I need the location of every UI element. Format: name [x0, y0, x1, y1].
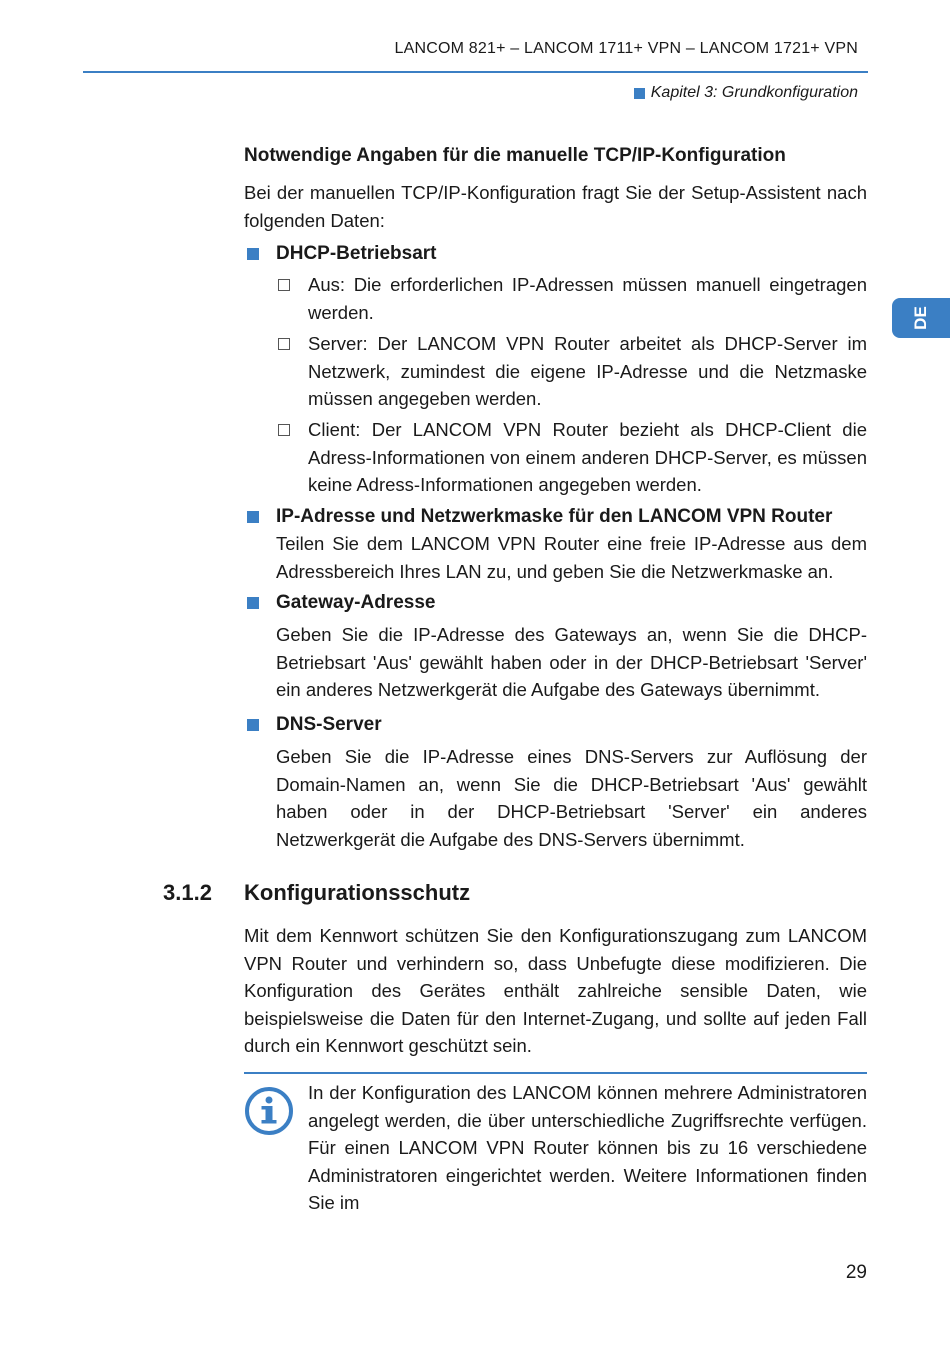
intro-text: Bei der manuellen TCP/IP-Konfiguration fragt Sie der Setup-Assistent nach folgenden Daten: [244, 182, 867, 231]
sub-list-item-text: Server: Der LANCOM VPN Router arbeitet als DHCP-Server im Netzwerk, zumindest die eigene IP-Adresse und die Netzmaske müssen angegeben werden. [308, 333, 867, 409]
list-item-title: DHCP-Betriebsart [276, 243, 437, 264]
note-text: In der Konfiguration des LANCOM können mehrere Administratoren angelegt werden, die über unterschiedliche Zugriffsrechte verfügen. Für einen LANCOM VPN Router können bis zu 16 verschiedene Administratoren eingerichtet werden. Weitere Informationen finden Sie im [308, 1082, 867, 1213]
hollow-square-bullet-icon [278, 279, 290, 291]
list-item-title: IP-Adresse und Netzwerkmaske für den LANCOM VPN Router [276, 506, 833, 527]
section-number: 3.1.2 [163, 880, 212, 905]
list-item-title: Gateway-Adresse [276, 592, 436, 613]
square-bullet-icon [634, 88, 645, 99]
note-body [308, 1079, 867, 1217]
intro-heading: Notwendige Angaben für die manuelle TCP/IP-Konfiguration [244, 145, 786, 166]
list-item [244, 240, 867, 267]
sub-list-item-text: Aus: Die erforderlichen IP-Adressen müssen manuell eingetragen werden. [308, 274, 867, 323]
info-icon [244, 1086, 294, 1136]
page-number: 29 [845, 1262, 867, 1283]
list-item-text: Teilen Sie dem LANCOM VPN Router eine freie IP-Adresse aus dem Adressbereich Ihres LAN zu, und geben Sie die Netzwerkmaske an. [276, 533, 867, 582]
hollow-square-bullet-icon [278, 424, 290, 436]
sub-list-item-text: Client: Der LANCOM VPN Router bezieht als DHCP-Client die Adress-Informationen von einem anderen DHCP-Server, es müssen keine Adress-Informationen angegeben werden. [308, 419, 867, 495]
language-tab [892, 298, 950, 338]
square-bullet-icon [247, 719, 259, 731]
section-body [244, 922, 867, 1060]
list-item-text: Geben Sie die IP-Adresse des Gateways an, wenn Sie die DHCP-Betriebsart 'Aus' gewählt haben oder in der DHCP-Betriebsart 'Server' ein anderes Netzwerkgerät die Aufgabe des Gateways übernimmt. [276, 624, 867, 700]
square-bullet-icon [247, 248, 259, 260]
hollow-square-bullet-icon [278, 338, 290, 350]
section-text: Mit dem Kennwort schützen Sie den Konfigurationszugang zum LANCOM VPN Router und verhindern so, dass Unbefugte diese modifizieren. Die Konfiguration des Gerätes enthält zahlreiche sensible Daten, wie beispielsweise die Daten für den Internet-Zugang, und sollte auf jeden Fall durch ein Kennwort geschützt sein. [244, 925, 867, 1056]
square-bullet-icon [247, 597, 259, 609]
square-bullet-icon [247, 511, 259, 523]
list-item [244, 711, 867, 853]
intro-text-block [244, 179, 867, 234]
sub-list-item [276, 416, 867, 499]
list-item-text: Geben Sie die IP-Adresse eines DNS-Servers zur Auflösung der Domain-Namen an, wenn Sie die DHCP-Betriebsart 'Aus' gewählt haben oder in der DHCP-Betriebsart 'Server' ein anderes Netzwerkgerät die Aufgabe des DNS-Servers übernimmt. [276, 746, 867, 850]
list-item-title: DNS-Server [276, 714, 382, 735]
language-tab-label: DE [911, 306, 930, 330]
list-item [244, 503, 867, 585]
list-item [244, 589, 867, 704]
section-title: Konfigurationsschutz [244, 880, 471, 905]
running-header-chapter [634, 84, 858, 102]
intro-block [244, 142, 867, 169]
note-rule [244, 1072, 867, 1074]
chapter-label: Kapitel 3: Grundkonfiguration [650, 84, 858, 101]
sub-list-item [276, 271, 867, 326]
header-rule [83, 71, 868, 73]
running-header-title: LANCOM 821+ – LANCOM 1711+ VPN – LANCOM 1721+ VPN [394, 40, 858, 57]
sub-list-item [276, 330, 867, 413]
